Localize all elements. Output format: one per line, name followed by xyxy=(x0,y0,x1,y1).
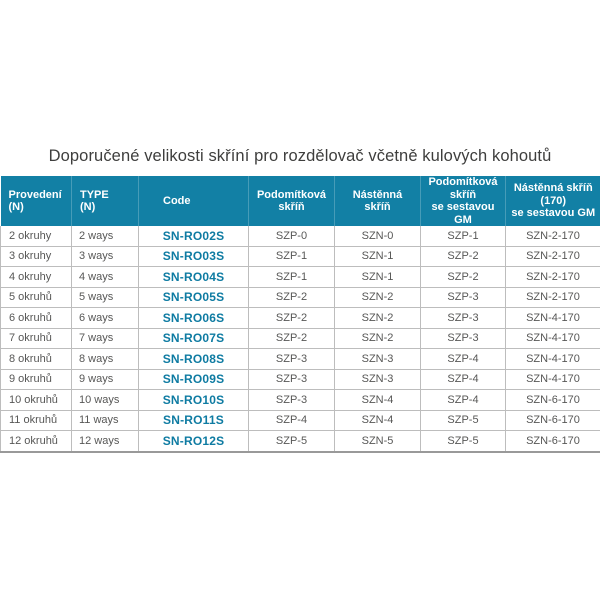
cell: 10 ways xyxy=(72,390,139,411)
table-row xyxy=(1,308,600,329)
table-row xyxy=(1,410,600,431)
cell: SZN-6-170 xyxy=(506,431,600,452)
product-code-cell: SN-RO06S xyxy=(139,308,249,329)
cell: SZP-5 xyxy=(421,431,506,452)
table-row xyxy=(1,287,600,308)
cell: 3 okruhy xyxy=(1,246,72,267)
cell: SZN-0 xyxy=(335,226,421,246)
cell: 4 okruhy xyxy=(1,267,72,288)
cell: 10 okruhů xyxy=(1,390,72,411)
table-row xyxy=(1,226,600,246)
cell: 4 ways xyxy=(72,267,139,288)
cell: 9 ways xyxy=(72,369,139,390)
cell: SZP-5 xyxy=(421,410,506,431)
cell: SZN-4-170 xyxy=(506,328,600,349)
cell: SZP-0 xyxy=(249,226,335,246)
cell: SZP-3 xyxy=(421,328,506,349)
cell: SZN-1 xyxy=(335,246,421,267)
table-row xyxy=(1,369,600,390)
cell: SZN-2-170 xyxy=(506,246,600,267)
cell: SZN-4-170 xyxy=(506,308,600,329)
cabinet-sizes-table xyxy=(0,176,600,453)
cell: 6 okruhů xyxy=(1,308,72,329)
table-row xyxy=(1,328,600,349)
table-row xyxy=(1,349,600,370)
cell: SZP-4 xyxy=(249,410,335,431)
table-header xyxy=(1,176,600,226)
cell: SZN-5 xyxy=(335,431,421,452)
cell: SZP-4 xyxy=(421,349,506,370)
cell: SZN-6-170 xyxy=(506,410,600,431)
cell: SZN-2-170 xyxy=(506,226,600,246)
table-row xyxy=(1,390,600,411)
cell: 11 okruhů xyxy=(1,410,72,431)
cell: SZP-3 xyxy=(421,308,506,329)
cell: SZP-1 xyxy=(249,246,335,267)
product-code-cell: SN-RO11S xyxy=(139,410,249,431)
cell: 9 okruhů xyxy=(1,369,72,390)
cell: SZN-2-170 xyxy=(506,287,600,308)
cell: SZP-3 xyxy=(421,287,506,308)
cell: SZP-2 xyxy=(249,287,335,308)
cell: 11 ways xyxy=(72,410,139,431)
cell: 12 ways xyxy=(72,431,139,452)
cell: SZN-4 xyxy=(335,410,421,431)
cell: 5 ways xyxy=(72,287,139,308)
cell: SZP-2 xyxy=(421,246,506,267)
header-cell-1: TYPE (N) xyxy=(72,176,139,226)
cell: SZP-3 xyxy=(249,349,335,370)
cell: 8 okruhů xyxy=(1,349,72,370)
cell: SZP-4 xyxy=(421,369,506,390)
product-code-cell: SN-RO10S xyxy=(139,390,249,411)
cell: 7 ways xyxy=(72,328,139,349)
cell: SZP-1 xyxy=(421,226,506,246)
cell: 5 okruhů xyxy=(1,287,72,308)
product-code-cell: SN-RO09S xyxy=(139,369,249,390)
cell: SZP-2 xyxy=(421,267,506,288)
header-cell-0: Provedení (N) xyxy=(1,176,72,226)
cell: SZP-2 xyxy=(249,328,335,349)
cell: SZN-1 xyxy=(335,267,421,288)
product-code-cell: SN-RO07S xyxy=(139,328,249,349)
cell: 2 ways xyxy=(72,226,139,246)
cell: SZP-2 xyxy=(249,308,335,329)
cell: SZN-4-170 xyxy=(506,369,600,390)
cell: SZN-2 xyxy=(335,287,421,308)
product-code-cell: SN-RO02S xyxy=(139,226,249,246)
header-cell-3: Podomítková skříň xyxy=(249,176,335,226)
cell: SZN-6-170 xyxy=(506,390,600,411)
product-code-cell: SN-RO05S xyxy=(139,287,249,308)
header-cell-2: Code xyxy=(139,176,249,226)
cell: SZN-2 xyxy=(335,328,421,349)
cell: 8 ways xyxy=(72,349,139,370)
cell: SZN-4-170 xyxy=(506,349,600,370)
cell: 7 okruhů xyxy=(1,328,72,349)
cell: SZP-3 xyxy=(249,369,335,390)
header-cell-4: Nástěnná skříň xyxy=(335,176,421,226)
cell: SZN-2-170 xyxy=(506,267,600,288)
cell: SZP-3 xyxy=(249,390,335,411)
product-code-cell: SN-RO03S xyxy=(139,246,249,267)
cell: SZP-5 xyxy=(249,431,335,452)
product-code-cell: SN-RO12S xyxy=(139,431,249,452)
table-row xyxy=(1,246,600,267)
cell: SZN-3 xyxy=(335,349,421,370)
table-body xyxy=(1,226,600,452)
page-title: Doporučené velikosti skříní pro rozdělovač včetně kulových kohoutů xyxy=(48,147,552,165)
cell: SZN-4 xyxy=(335,390,421,411)
table-header-row xyxy=(1,176,600,226)
table-row xyxy=(1,431,600,452)
cell: 6 ways xyxy=(72,308,139,329)
cell: 3 ways xyxy=(72,246,139,267)
cell: 2 okruhy xyxy=(1,226,72,246)
header-cell-5: Podomítková skříň se sestavou GM xyxy=(421,176,506,226)
product-code-cell: SN-RO08S xyxy=(139,349,249,370)
header-cell-6: Nástěnná skříň (170) se sestavou GM xyxy=(506,176,600,226)
cell: SZN-3 xyxy=(335,369,421,390)
cell: SZP-4 xyxy=(421,390,506,411)
cell: SZN-2 xyxy=(335,308,421,329)
cell: 12 okruhů xyxy=(1,431,72,452)
product-code-cell: SN-RO04S xyxy=(139,267,249,288)
table-row xyxy=(1,267,600,288)
cell: SZP-1 xyxy=(249,267,335,288)
